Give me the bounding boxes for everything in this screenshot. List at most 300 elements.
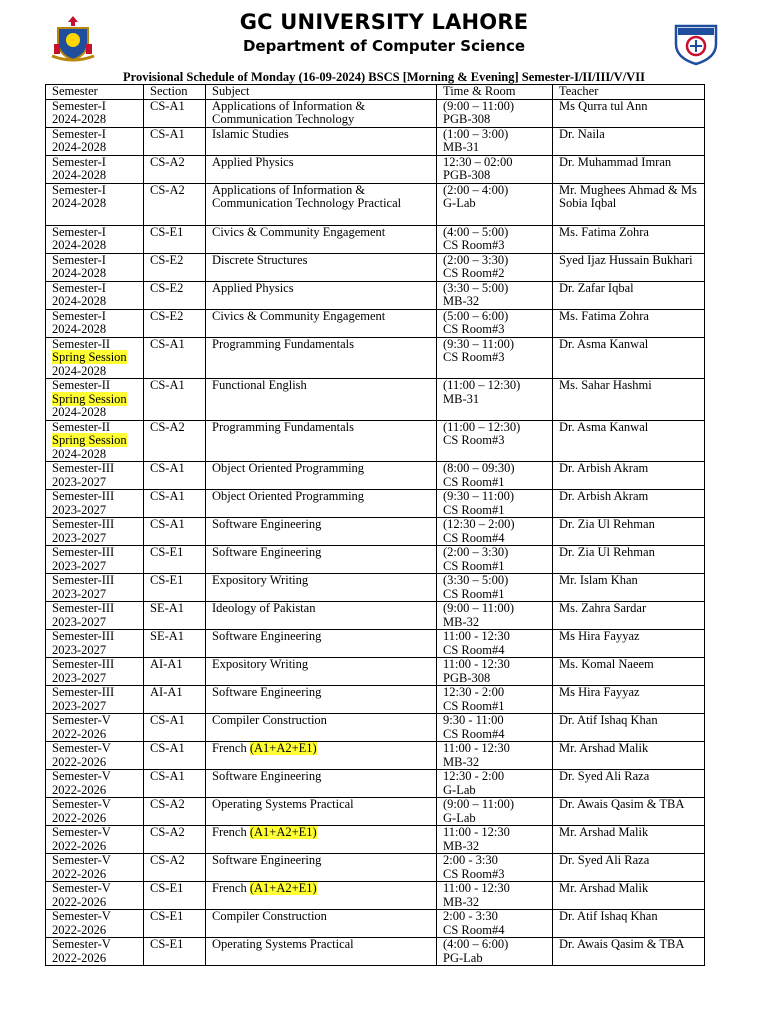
document-header — [0, 0, 768, 70]
semester-label: Semester-V — [52, 853, 111, 867]
cell-time-room — [437, 574, 553, 602]
cell-subject — [206, 602, 437, 630]
cell-subject — [206, 253, 437, 281]
table-row — [46, 770, 705, 798]
class-time: (2:00 – 3:30) — [443, 253, 509, 267]
cell-teacher: Syed Ijaz Hussain Bukhari — [553, 253, 705, 281]
cell-semester — [46, 337, 144, 379]
table-row — [46, 714, 705, 742]
university-name: GC UNIVERSITY LAHORE — [239, 10, 529, 34]
class-time: (9:00 – 11:00) — [443, 797, 515, 811]
cell-time-room — [437, 938, 553, 966]
class-room: MB-32 — [443, 838, 480, 853]
semester-label: Semester-I — [52, 309, 106, 323]
cell-section: CS-E1 — [144, 574, 206, 602]
column-header-time-room: Time & Room — [437, 85, 553, 100]
semester-label: Semester-III — [52, 685, 115, 699]
cell-semester — [46, 938, 144, 966]
semester-label: Semester-V — [52, 713, 111, 727]
class-room: CS Room#1 — [443, 558, 505, 573]
semester-years: 2022-2026 — [52, 782, 107, 797]
cell-section: CS-A1 — [144, 518, 206, 546]
semester-label: Semester-I — [52, 99, 106, 113]
table-row — [46, 518, 705, 546]
cell-teacher: Mr. Islam Khan — [553, 574, 705, 602]
column-header-semester: Semester — [46, 85, 144, 100]
class-time: 11:00 - 12:30 — [443, 825, 510, 839]
semester-label: Semester-I — [52, 225, 106, 239]
cell-subject — [206, 798, 437, 826]
cell-semester — [46, 99, 144, 127]
class-room: CS Room#2 — [443, 266, 505, 280]
cell-section: CS-A1 — [144, 337, 206, 379]
cell-subject — [206, 225, 437, 253]
cell-semester — [46, 155, 144, 183]
cell-section: CS-A2 — [144, 183, 206, 225]
cell-semester — [46, 183, 144, 225]
cell-time-room — [437, 420, 553, 462]
table-row — [46, 420, 705, 462]
cell-time-room — [437, 686, 553, 714]
cell-semester — [46, 518, 144, 546]
class-room: CS Room#3 — [443, 238, 505, 252]
cell-time-room — [437, 281, 553, 309]
semester-years: 2022-2026 — [52, 922, 107, 937]
cell-section: CS-E2 — [144, 281, 206, 309]
cell-time-room — [437, 127, 553, 155]
table-row — [46, 910, 705, 938]
subject-text: Object Oriented Programming — [212, 461, 365, 475]
subject-text: Expository Writing — [212, 657, 309, 671]
semester-years: 2022-2026 — [52, 726, 107, 741]
class-time: 11:00 - 12:30 — [443, 881, 510, 895]
class-time: (5:00 – 6:00) — [443, 309, 509, 323]
cell-semester — [46, 546, 144, 574]
cell-teacher: Ms. Fatima Zohra — [553, 225, 705, 253]
table-row — [46, 546, 705, 574]
class-time: 11:00 - 12:30 — [443, 629, 510, 643]
cell-teacher: Dr. Atif Ishaq Khan — [553, 714, 705, 742]
class-room: CS Room#4 — [443, 530, 505, 545]
class-room: CS Room#3 — [443, 322, 505, 336]
cell-semester — [46, 798, 144, 826]
class-room: CS Room#1 — [443, 698, 505, 713]
subject-text: Compiler Construction — [212, 713, 327, 727]
cell-time-room — [437, 518, 553, 546]
column-header-subject: Subject — [206, 85, 437, 100]
semester-years: 2024-2028 — [52, 446, 107, 461]
cell-subject — [206, 854, 437, 882]
cell-teacher: Dr. Muhammad Imran — [553, 155, 705, 183]
cell-section: CS-A1 — [144, 742, 206, 770]
semester-years: 2024-2028 — [52, 196, 107, 210]
cell-semester — [46, 714, 144, 742]
cell-semester — [46, 770, 144, 798]
class-time: (2:00 – 3:30) — [443, 545, 509, 559]
schedule-table — [45, 84, 705, 966]
cell-teacher: Dr. Arbish Akram — [553, 462, 705, 490]
cell-semester — [46, 281, 144, 309]
table-row — [46, 127, 705, 155]
cell-section: AI-A1 — [144, 686, 206, 714]
semester-years: 2023-2027 — [52, 614, 107, 629]
semester-years: 2024-2028 — [52, 112, 107, 126]
semester-years: 2023-2027 — [52, 530, 107, 545]
class-room: CS Room#1 — [443, 502, 505, 517]
cell-time-room — [437, 798, 553, 826]
class-room: MB-32 — [443, 894, 480, 909]
subject-text: Functional English — [212, 378, 307, 392]
cell-section: CS-A2 — [144, 798, 206, 826]
class-room: CS Room#3 — [443, 350, 505, 364]
semester-label: Semester-I — [52, 183, 106, 197]
cell-teacher: Ms Hira Fayyaz — [553, 686, 705, 714]
cell-time-room — [437, 630, 553, 658]
table-row — [46, 183, 705, 225]
semester-years: 2024-2028 — [52, 266, 107, 280]
table-row — [46, 490, 705, 518]
cell-teacher: Ms. Zahra Sardar — [553, 602, 705, 630]
cell-section: CS-E2 — [144, 309, 206, 337]
cell-section: CS-A1 — [144, 714, 206, 742]
session-highlight: Spring Session — [52, 391, 127, 406]
class-time: 11:00 - 12:30 — [443, 741, 510, 755]
table-row — [46, 309, 705, 337]
class-room: MB-31 — [443, 140, 480, 154]
semester-label: Semester-I — [52, 281, 106, 295]
cell-subject — [206, 770, 437, 798]
class-room: CS Room#4 — [443, 726, 505, 741]
class-room: MB-32 — [443, 754, 480, 769]
cell-time-room — [437, 742, 553, 770]
cell-subject — [206, 183, 437, 225]
cell-semester — [46, 910, 144, 938]
semester-label: Semester-III — [52, 517, 115, 531]
class-room: MB-32 — [443, 614, 480, 629]
cell-subject — [206, 379, 437, 421]
class-room: PGB-308 — [443, 670, 491, 685]
class-time: 12:30 - 2:00 — [443, 769, 505, 783]
class-time: (4:00 – 5:00) — [443, 225, 509, 239]
class-time: (3:30 – 5:00) — [443, 573, 509, 587]
class-time: 9:30 - 11:00 — [443, 713, 504, 727]
subject-text: Operating Systems Practical — [212, 797, 354, 811]
cell-section: CS-A1 — [144, 379, 206, 421]
cell-teacher: Mr. Arshad Malik — [553, 826, 705, 854]
cell-teacher: Mr. Mughees Ahmad & Ms Sobia Iqbal — [553, 183, 705, 225]
cell-time-room — [437, 99, 553, 127]
semester-label: Semester-III — [52, 601, 115, 615]
table-row — [46, 462, 705, 490]
cell-section: CS-A1 — [144, 770, 206, 798]
class-room: CS Room#1 — [443, 586, 505, 601]
cell-subject — [206, 714, 437, 742]
department-shield-logo-icon — [672, 22, 720, 66]
cell-semester — [46, 602, 144, 630]
cell-subject — [206, 518, 437, 546]
class-room: PGB-308 — [443, 168, 491, 182]
semester-label: Semester-II — [52, 337, 111, 351]
semester-label: Semester-V — [52, 741, 111, 755]
cell-teacher: Dr. Syed Ali Raza — [553, 854, 705, 882]
table-row — [46, 99, 705, 127]
cell-teacher: Dr. Asma Kanwal — [553, 337, 705, 379]
table-header-row — [46, 85, 705, 100]
subject-group-highlight: (A1+A2+E1) — [249, 741, 317, 755]
semester-label: Semester-V — [52, 909, 111, 923]
cell-section: CS-E2 — [144, 253, 206, 281]
cell-subject — [206, 882, 437, 910]
subject-text: Expository Writing — [212, 573, 309, 587]
subject-text: Civics & Community Engagement — [212, 225, 386, 239]
semester-years: 2023-2027 — [52, 698, 107, 713]
table-row — [46, 253, 705, 281]
subject-text: Software Engineering — [212, 769, 322, 783]
class-room: G-Lab — [443, 810, 476, 825]
class-time: (11:00 – 12:30) — [443, 378, 521, 392]
cell-teacher: Dr. Zia Ul Rehman — [553, 546, 705, 574]
semester-years: 2022-2026 — [52, 838, 107, 853]
cell-section: CS-E1 — [144, 882, 206, 910]
subject-text: Discrete Structures — [212, 253, 308, 267]
cell-teacher: Dr. Arbish Akram — [553, 490, 705, 518]
class-room: CS Room#4 — [443, 642, 505, 657]
subject-text: Civics & Community Engagement — [212, 309, 386, 323]
cell-subject — [206, 574, 437, 602]
table-row — [46, 630, 705, 658]
class-time: 12:30 – 02:00 — [443, 155, 513, 169]
cell-time-room — [437, 910, 553, 938]
cell-section: CS-E1 — [144, 938, 206, 966]
cell-section: SE-A1 — [144, 602, 206, 630]
cell-semester — [46, 379, 144, 421]
subject-text: Applied Physics — [212, 155, 294, 169]
cell-time-room — [437, 225, 553, 253]
cell-section: CS-A2 — [144, 826, 206, 854]
class-room: G-Lab — [443, 196, 476, 210]
cell-semester — [46, 253, 144, 281]
cell-time-room — [437, 882, 553, 910]
class-time: 12:30 - 2:00 — [443, 685, 505, 699]
cell-section: CS-A1 — [144, 99, 206, 127]
semester-years: 2023-2027 — [52, 558, 107, 573]
cell-time-room — [437, 854, 553, 882]
class-time: (9:00 – 11:00) — [443, 99, 515, 113]
cell-teacher: Ms. Sahar Hashmi — [553, 379, 705, 421]
cell-teacher: Ms Qurra tul Ann — [553, 99, 705, 127]
cell-teacher: Mr. Arshad Malik — [553, 742, 705, 770]
subject-text: French — [212, 825, 247, 839]
cell-semester — [46, 658, 144, 686]
table-row — [46, 742, 705, 770]
cell-teacher: Dr. Zafar Iqbal — [553, 281, 705, 309]
table-row — [46, 574, 705, 602]
table-row — [46, 658, 705, 686]
semester-label: Semester-II — [52, 420, 111, 434]
cell-semester — [46, 462, 144, 490]
class-time: (12:30 – 2:00) — [443, 517, 515, 531]
semester-years: 2023-2027 — [52, 502, 107, 517]
subject-text: Software Engineering — [212, 545, 322, 559]
cell-semester — [46, 574, 144, 602]
cell-teacher: Ms. Komal Naeem — [553, 658, 705, 686]
cell-semester — [46, 630, 144, 658]
cell-semester — [46, 127, 144, 155]
cell-semester — [46, 309, 144, 337]
cell-section: CS-E1 — [144, 910, 206, 938]
subject-text: Software Engineering — [212, 853, 322, 867]
class-time: (9:00 – 11:00) — [443, 601, 515, 615]
semester-years: 2022-2026 — [52, 894, 107, 909]
cell-teacher: Ms Hira Fayyaz — [553, 630, 705, 658]
subject-group-highlight: (A1+A2+E1) — [249, 825, 317, 839]
subject-group-highlight: (A1+A2+E1) — [249, 881, 317, 895]
class-room: PGB-308 — [443, 112, 491, 126]
cell-subject — [206, 281, 437, 309]
table-row — [46, 938, 705, 966]
cell-subject — [206, 420, 437, 462]
cell-time-room — [437, 155, 553, 183]
subject-text: Programming Fundamentals — [212, 337, 354, 351]
semester-years: 2023-2027 — [52, 670, 107, 685]
cell-subject — [206, 742, 437, 770]
cell-teacher: Dr. Awais Qasim & TBA — [553, 798, 705, 826]
cell-time-room — [437, 253, 553, 281]
cell-teacher: Dr. Syed Ali Raza — [553, 770, 705, 798]
semester-label: Semester-I — [52, 127, 106, 141]
cell-subject — [206, 938, 437, 966]
session-highlight: Spring Session — [52, 433, 127, 447]
class-time: 11:00 - 12:30 — [443, 657, 510, 671]
cell-teacher: Dr. Asma Kanwal — [553, 420, 705, 462]
cell-section: CS-A1 — [144, 127, 206, 155]
cell-teacher: Dr. Atif Ishaq Khan — [553, 910, 705, 938]
table-row — [46, 155, 705, 183]
subject-text: Operating Systems Practical — [212, 937, 354, 951]
subject-text: French — [212, 881, 247, 895]
semester-years: 2024-2028 — [52, 363, 107, 378]
semester-years: 2024-2028 — [52, 238, 107, 252]
cell-time-room — [437, 546, 553, 574]
cell-semester — [46, 826, 144, 854]
subject-text: Software Engineering — [212, 629, 322, 643]
cell-section: SE-A1 — [144, 630, 206, 658]
table-row — [46, 225, 705, 253]
cell-section: CS-A2 — [144, 854, 206, 882]
semester-label: Semester-I — [52, 155, 106, 169]
class-room: CS Room#1 — [443, 474, 505, 489]
semester-years: 2022-2026 — [52, 810, 107, 825]
cell-teacher: Dr. Naila — [553, 127, 705, 155]
class-time: (9:30 – 11:00) — [443, 489, 515, 503]
semester-years: 2023-2027 — [52, 474, 107, 489]
cell-time-room — [437, 462, 553, 490]
subject-text: Applications of Information & Communication Technology Practical — [212, 183, 402, 210]
class-time: (8:00 – 09:30) — [443, 461, 515, 475]
semester-label: Semester-II — [52, 378, 111, 392]
semester-years: 2022-2026 — [52, 950, 107, 965]
semester-label: Semester-V — [52, 881, 111, 895]
cell-time-room — [437, 490, 553, 518]
cell-section: CS-A1 — [144, 490, 206, 518]
class-time: 2:00 - 3:30 — [443, 909, 498, 923]
session-highlight: Spring Session — [52, 350, 127, 364]
cell-teacher: Ms. Fatima Zohra — [553, 309, 705, 337]
class-room: PG-Lab — [443, 950, 483, 965]
semester-years: 2022-2026 — [52, 754, 107, 769]
cell-time-room — [437, 714, 553, 742]
subject-text: Applications of Information & Communication Technology — [212, 99, 366, 126]
cell-subject — [206, 826, 437, 854]
cell-semester — [46, 854, 144, 882]
subject-text: Programming Fundamentals — [212, 420, 354, 434]
semester-years: 2022-2026 — [52, 866, 107, 881]
cell-semester — [46, 686, 144, 714]
cell-subject — [206, 546, 437, 574]
cell-subject — [206, 490, 437, 518]
cell-subject — [206, 658, 437, 686]
cell-section: CS-E1 — [144, 546, 206, 574]
cell-time-room — [437, 183, 553, 225]
semester-label: Semester-III — [52, 461, 115, 475]
semester-label: Semester-I — [52, 253, 106, 267]
semester-years: 2023-2027 — [52, 642, 107, 657]
semester-label: Semester-V — [52, 937, 111, 951]
table-row — [46, 281, 705, 309]
semester-label: Semester-V — [52, 825, 111, 839]
cell-subject — [206, 686, 437, 714]
table-row — [46, 882, 705, 910]
table-row — [46, 379, 705, 421]
cell-subject — [206, 630, 437, 658]
cell-teacher: Mr. Arshad Malik — [553, 882, 705, 910]
semester-label: Semester-III — [52, 657, 115, 671]
class-time: (4:00 – 6:00) — [443, 937, 509, 951]
subject-text: Object Oriented Programming — [212, 489, 365, 503]
semester-label: Semester-V — [52, 797, 111, 811]
department-name: Department of Computer Science — [242, 37, 526, 55]
class-room: CS Room#3 — [443, 433, 505, 447]
cell-subject — [206, 910, 437, 938]
cell-subject — [206, 155, 437, 183]
cell-time-room — [437, 337, 553, 379]
cell-teacher: Dr. Awais Qasim & TBA — [553, 938, 705, 966]
class-room: MB-31 — [443, 391, 480, 406]
schedule-body — [46, 99, 705, 966]
class-time: (1:00 – 3:00) — [443, 127, 509, 141]
cell-semester — [46, 742, 144, 770]
cell-semester — [46, 882, 144, 910]
subject-text: Islamic Studies — [212, 127, 289, 141]
table-row — [46, 854, 705, 882]
class-room: MB-32 — [443, 294, 480, 308]
table-row — [46, 602, 705, 630]
semester-years: 2024-2028 — [52, 294, 107, 308]
table-row — [46, 826, 705, 854]
cell-subject — [206, 309, 437, 337]
cell-section: CS-A1 — [144, 462, 206, 490]
column-header-section: Section — [144, 85, 206, 100]
cell-time-room — [437, 379, 553, 421]
schedule-title: Provisional Schedule of Monday (16-09-2024) BSCS [Morning & Evening] Semester-I/II/III/V/VII — [123, 70, 645, 84]
table-row — [46, 686, 705, 714]
cell-semester — [46, 420, 144, 462]
class-room: CS Room#3 — [443, 866, 505, 881]
subject-text: Software Engineering — [212, 685, 322, 699]
semester-label: Semester-V — [52, 769, 111, 783]
cell-time-room — [437, 770, 553, 798]
class-time: (3:30 – 5:00) — [443, 281, 509, 295]
